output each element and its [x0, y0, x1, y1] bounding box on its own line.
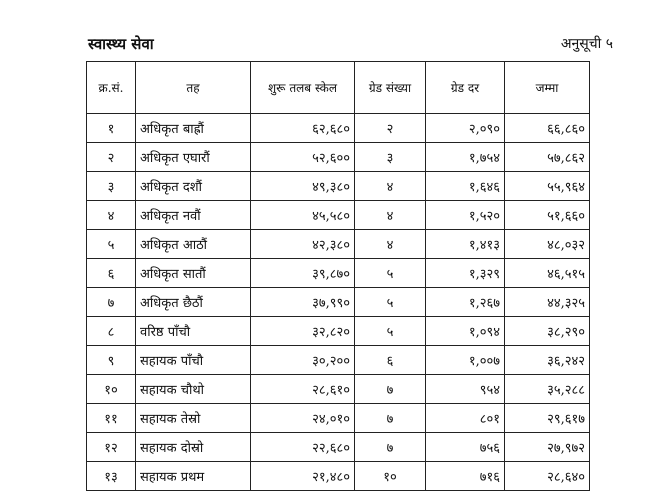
cell-total: ४८,०३२: [505, 230, 590, 259]
table-header-row: [87, 62, 590, 114]
cell-grade-rate: १,७५४: [426, 143, 505, 172]
cell-grade-count: ५: [355, 317, 426, 346]
page-title: स्वास्थ्य सेवा: [88, 35, 154, 53]
cell-grade-count: ५: [355, 288, 426, 317]
cell-starting-salary-scale: २१,४८०: [251, 462, 355, 491]
cell-total: ५७,८६२: [505, 143, 590, 172]
cell-serial-number: ८: [87, 317, 136, 346]
cell-level: अधिकृत सातौं: [136, 259, 251, 288]
cell-level: सहायक प्रथम: [136, 462, 251, 491]
cell-level: सहायक तेस्रो: [136, 404, 251, 433]
table-row: [87, 346, 590, 375]
table-body: [87, 114, 590, 491]
cell-starting-salary-scale: ३९,८७०: [251, 259, 355, 288]
cell-grade-count: ४: [355, 230, 426, 259]
cell-level: सहायक पाँचौ: [136, 346, 251, 375]
cell-grade-count: ७: [355, 433, 426, 462]
header-starting-salary-scale: शुरू तलब स्केल: [251, 62, 355, 114]
table-row: [87, 433, 590, 462]
cell-grade-rate: ७१६: [426, 462, 505, 491]
cell-total: ५१,६६०: [505, 201, 590, 230]
cell-level: सहायक चौथो: [136, 375, 251, 404]
cell-starting-salary-scale: २२,६८०: [251, 433, 355, 462]
cell-level: सहायक दोस्रो: [136, 433, 251, 462]
cell-level: अधिकृत छैठौं: [136, 288, 251, 317]
cell-serial-number: ६: [87, 259, 136, 288]
cell-serial-number: २: [87, 143, 136, 172]
cell-grade-rate: ८०१: [426, 404, 505, 433]
cell-grade-count: ७: [355, 404, 426, 433]
cell-level: अधिकृत बाह्रौं: [136, 114, 251, 143]
table-row: [87, 230, 590, 259]
cell-starting-salary-scale: ३२,८२०: [251, 317, 355, 346]
cell-total: ३८,२९०: [505, 317, 590, 346]
cell-total: २८,६४०: [505, 462, 590, 491]
cell-total: २७,९७२: [505, 433, 590, 462]
cell-grade-rate: १,०९४: [426, 317, 505, 346]
cell-grade-count: ५: [355, 259, 426, 288]
cell-total: ४४,३२५: [505, 288, 590, 317]
cell-level: वरिष्ठ पाँचौ: [136, 317, 251, 346]
schedule-label: अनुसूची ५: [560, 36, 613, 52]
cell-grade-rate: १,५२०: [426, 201, 505, 230]
table-row: [87, 288, 590, 317]
cell-starting-salary-scale: ३७,९९०: [251, 288, 355, 317]
cell-total: ३५,२८८: [505, 375, 590, 404]
cell-starting-salary-scale: ४२,३८०: [251, 230, 355, 259]
cell-grade-count: ४: [355, 172, 426, 201]
cell-starting-salary-scale: ६२,६८०: [251, 114, 355, 143]
cell-level: अधिकृत नवौं: [136, 201, 251, 230]
cell-grade-count: ७: [355, 375, 426, 404]
cell-total: ५५,९६४: [505, 172, 590, 201]
cell-serial-number: १०: [87, 375, 136, 404]
header-grade-count: ग्रेड संख्या: [355, 62, 426, 114]
cell-level: अधिकृत आठौं: [136, 230, 251, 259]
cell-grade-count: ६: [355, 346, 426, 375]
cell-starting-salary-scale: २४,०१०: [251, 404, 355, 433]
cell-serial-number: १: [87, 114, 136, 143]
cell-serial-number: ७: [87, 288, 136, 317]
table-row: [87, 404, 590, 433]
header-serial-number: क्र.सं.: [87, 62, 136, 114]
cell-serial-number: ५: [87, 230, 136, 259]
cell-grade-rate: १,००७: [426, 346, 505, 375]
cell-serial-number: ११: [87, 404, 136, 433]
cell-starting-salary-scale: ४९,३८०: [251, 172, 355, 201]
table-row: [87, 375, 590, 404]
cell-grade-rate: १,४१३: [426, 230, 505, 259]
cell-grade-rate: ७५६: [426, 433, 505, 462]
cell-grade-rate: ९५४: [426, 375, 505, 404]
cell-grade-count: १०: [355, 462, 426, 491]
cell-serial-number: ३: [87, 172, 136, 201]
cell-serial-number: ४: [87, 201, 136, 230]
table-row: [87, 259, 590, 288]
cell-starting-salary-scale: ४५,५८०: [251, 201, 355, 230]
cell-starting-salary-scale: २८,६१०: [251, 375, 355, 404]
cell-serial-number: ९: [87, 346, 136, 375]
cell-total: ४६,५१५: [505, 259, 590, 288]
cell-starting-salary-scale: ५२,६००: [251, 143, 355, 172]
cell-serial-number: १२: [87, 433, 136, 462]
table-row: [87, 317, 590, 346]
table-row: [87, 172, 590, 201]
cell-grade-rate: १,३२९: [426, 259, 505, 288]
table-row: [87, 114, 590, 143]
table-row: [87, 143, 590, 172]
table-row: [87, 201, 590, 230]
cell-grade-rate: २,०९०: [426, 114, 505, 143]
salary-table: [86, 61, 590, 491]
cell-total: ३६,२४२: [505, 346, 590, 375]
header-total: जम्मा: [505, 62, 590, 114]
cell-grade-count: ४: [355, 201, 426, 230]
cell-grade-rate: १,६४६: [426, 172, 505, 201]
cell-total: ६६,८६०: [505, 114, 590, 143]
table-row: [87, 462, 590, 491]
cell-total: २९,६१७: [505, 404, 590, 433]
cell-grade-count: २: [355, 114, 426, 143]
cell-level: अधिकृत एघारौं: [136, 143, 251, 172]
cell-level: अधिकृत दशौं: [136, 172, 251, 201]
header-grade-rate: ग्रेड दर: [426, 62, 505, 114]
cell-grade-rate: १,२६७: [426, 288, 505, 317]
cell-serial-number: १३: [87, 462, 136, 491]
cell-grade-count: ३: [355, 143, 426, 172]
header-level: तह: [136, 62, 251, 114]
cell-starting-salary-scale: ३०,२००: [251, 346, 355, 375]
